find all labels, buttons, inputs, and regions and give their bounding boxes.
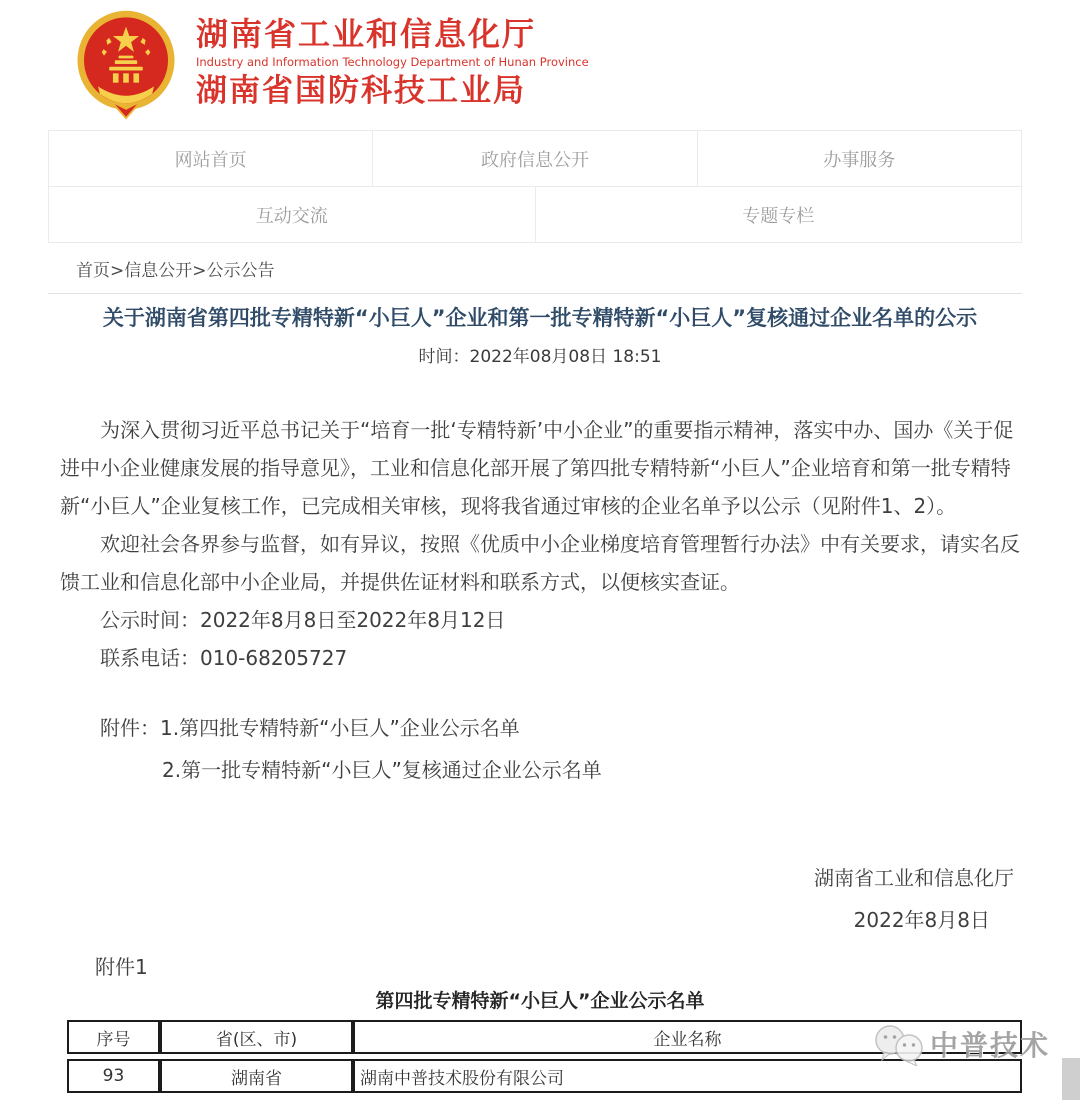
- nav-row-1: [49, 131, 1021, 187]
- nav-item-home[interactable]: 网站首页: [49, 131, 373, 187]
- cell-province: 湖南省: [160, 1059, 353, 1093]
- breadcrumb[interactable]: 首页>信息公开>公示公告: [48, 243, 1022, 294]
- attachments-block: [60, 707, 1020, 791]
- header-cell-index: 序号: [67, 1020, 160, 1054]
- cell-company: 湖南中普技术股份有限公司: [353, 1059, 1022, 1093]
- signature-organization: 湖南省工业和信息化厅: [814, 866, 1014, 890]
- site-header: [0, 0, 1080, 130]
- nav-item-interaction[interactable]: 互动交流: [49, 187, 536, 243]
- public-period-line: 公示时间：2022年8月8日至2022年8月12日: [100, 608, 506, 632]
- nav-item-gov-info[interactable]: 政府信息公开: [373, 131, 697, 187]
- table-header-row: [67, 1020, 1022, 1054]
- org-title-block: [196, 16, 589, 109]
- article-time: 时间：2022年08月08日 18:51: [418, 347, 662, 367]
- contact-phone-line: 联系电话：010-68205727: [100, 646, 348, 670]
- article-title: 关于湖南省第四批专精特新“小巨人”企业和第一批专精特新“小巨人”复核通过企业名单的公示: [102, 306, 978, 330]
- paragraph-1: 为深入贯彻习近平总书记关于“培育一批‘专精特新’中小企业”的重要指示精神，落实中办、国办《关于促进中小企业健康发展的指导意见》，工业和信息化部开展了第四批专精特新“小巨人”企业培育和第一批专精特新“小巨人”企业复核工作，已完成相关审核，现将我省通过审核的企业名单予以公示（见附件1、2）。: [60, 418, 1014, 518]
- nav-row-2: [49, 187, 1021, 243]
- cell-index: 93: [67, 1059, 160, 1093]
- header-cell-company: 企业名称: [353, 1020, 1022, 1054]
- article-body: [60, 411, 1020, 941]
- signature-block: [60, 857, 1020, 941]
- header-cell-province: 省(区、市): [160, 1020, 353, 1054]
- attachment-link-2[interactable]: 2.第一批专精特新“小巨人”复核通过企业公示名单: [162, 758, 602, 782]
- nav-item-services[interactable]: 办事服务: [698, 131, 1021, 187]
- annex-table-title: 第四批专精特新“小巨人”企业公示名单: [375, 990, 705, 1012]
- attachment-link-1[interactable]: 附件：1.第四批专精特新“小巨人”企业公示名单: [100, 716, 520, 740]
- national-emblem-icon: [72, 8, 180, 120]
- annex-label: 附件1: [95, 955, 148, 979]
- table-row: [67, 1059, 1022, 1093]
- annex-table: [67, 1015, 1022, 1098]
- edge-artifact-block: [1062, 1058, 1080, 1100]
- org-name-english: Industry and Information Technology Department of Hunan Province: [196, 55, 589, 69]
- nav-item-special-columns[interactable]: 专题专栏: [536, 187, 1022, 243]
- main-nav: [48, 130, 1022, 243]
- org-name-secondary: 湖南省国防科技工业局: [196, 73, 526, 109]
- watermark-text: 中普技术: [930, 1029, 1051, 1062]
- signature-date: 2022年8月8日: [853, 908, 990, 932]
- paragraph-2: 欢迎社会各界参与监督，如有异议，按照《优质中小企业梯度培育管理暂行办法》中有关要求，请实名反馈工业和信息化部中小企业局，并提供佐证材料和联系方式，以便核实查证。: [60, 532, 1020, 594]
- org-name-primary: 湖南省工业和信息化厅: [196, 15, 537, 53]
